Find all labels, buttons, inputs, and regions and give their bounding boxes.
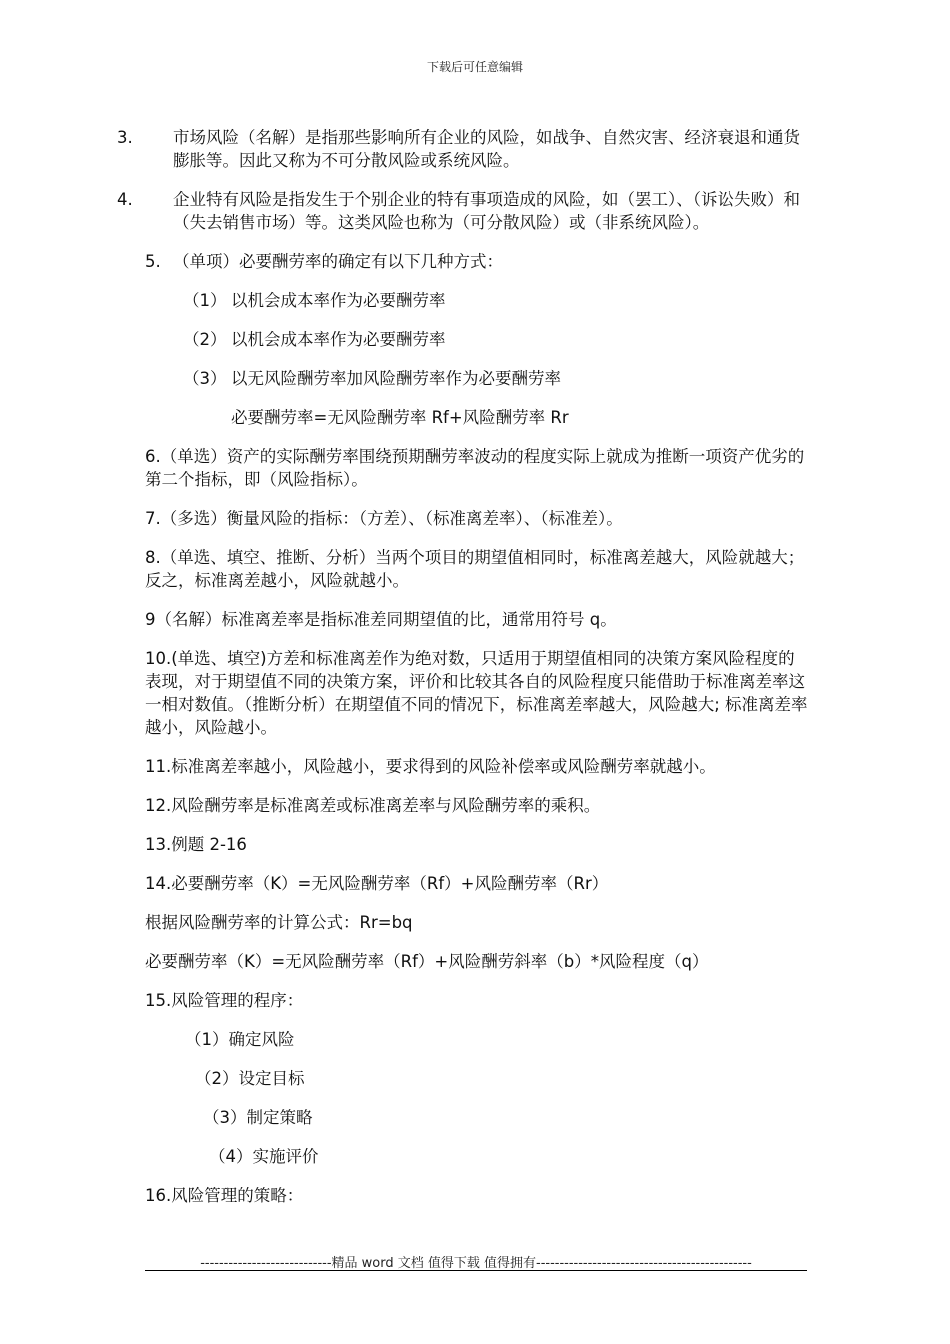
item-6: 6.（单选）资产的实际酬劳率围绕预期酬劳率波动的程度实际上就成为推断一项资产优劣的第二个指标，即（风险指标）。 [145, 447, 805, 489]
item-7: 7.（多选）衡量风险的指标：（方差）、（标准离差率）、（标准差）。 [145, 509, 623, 528]
item-number: 5. [145, 252, 161, 271]
sub-label: （2） [183, 330, 227, 349]
item-9: 9（名解）标准离差率是指标准差同期望值的比，通常用符号 q。 [145, 610, 617, 629]
item-number: 3. [117, 128, 133, 147]
item-5-sub-1 [183, 289, 810, 312]
item-11: 11.标准离差率越小，风险越小，要求得到的风险补偿率或风险酬劳率就越小。 [145, 757, 716, 776]
item-15-step-2: （2）设定目标 [195, 1069, 305, 1088]
item-14: 14.必要酬劳率（K）=无风险酬劳率（Rf）+风险酬劳率（Rr） [145, 874, 609, 893]
page-footer: ----------------------------精品 word 文档 值得下载 值得拥有---------------------------------------------- [200, 1256, 752, 1271]
item-3 [117, 126, 810, 172]
sub-text: 以机会成本率作为必要酬劳率 [231, 291, 446, 310]
item-15: 15.风险管理的程序： [145, 991, 304, 1010]
item-14-formula-1: 根据风险酬劳率的计算公式：Rr=bq [145, 913, 413, 932]
item-12: 12.风险酬劳率是标准离差或标准离差率与风险酬劳率的乘积。 [145, 796, 601, 815]
item-15-step-4: （4）实施评价 [209, 1147, 319, 1166]
item-15-step-1: （1）确定风险 [185, 1030, 295, 1049]
item-15-step-3: （3）制定策略 [203, 1108, 313, 1127]
item-text: 市场风险（名解）是指那些影响所有企业的风险，如战争、自然灾害、经济衰退和通货膨胀等。因此又称为不可分散风险或系统风险。 [173, 128, 800, 170]
document-body [117, 126, 810, 1223]
item-16: 16.风险管理的策略： [145, 1186, 304, 1205]
item-number: 4. [117, 190, 133, 209]
sub-label: （3） [183, 369, 227, 388]
item-8: 8.（单选、填空、推断、分析）当两个项目的期望值相同时，标准离差越大，风险就越大；反之，标准离差越小，风险就越小。 [145, 548, 805, 590]
sub-text: 以机会成本率作为必要酬劳率 [231, 330, 446, 349]
item-5-sub-3 [183, 367, 810, 390]
footer-divider [145, 1270, 807, 1271]
sub-text: 以无风险酬劳率加风险酬劳率作为必要酬劳率 [231, 369, 561, 388]
sub-label: （1） [183, 291, 227, 310]
item-5-sub-2 [183, 328, 810, 351]
item-4 [117, 188, 810, 234]
item-text: 企业特有风险是指发生于个别企业的特有事项造成的风险，如（罢工）、（诉讼失败）和（失去销售市场）等。这类风险也称为（可分散风险）或（非系统风险）。 [173, 190, 800, 232]
item-text: （单项）必要酬劳率的确定有以下几种方式： [173, 252, 503, 271]
item-10: 10.(单选、填空)方差和标准离差作为绝对数，只适用于期望值相同的决策方案风险程度的表现，对于期望值不同的决策方案，评价和比较其各自的风险程度只能借助于标准离差率这一相对数值。（推断分析）在期望值不同的情况下，标准离差率越大，风险越大; 标准离差率越小，风险越小。 [145, 649, 808, 737]
item-5-formula: 必要酬劳率=无风险酬劳率 Rf+风险酬劳率 Rr [231, 408, 569, 427]
page-header: 下载后可任意编辑 [426, 60, 523, 74]
item-14-formula-2: 必要酬劳率（K）=无风险酬劳率（Rf）+风险酬劳斜率（b）*风险程度（q） [145, 952, 709, 971]
item-5 [145, 250, 810, 273]
item-13: 13.例题 2-16 [145, 835, 247, 854]
